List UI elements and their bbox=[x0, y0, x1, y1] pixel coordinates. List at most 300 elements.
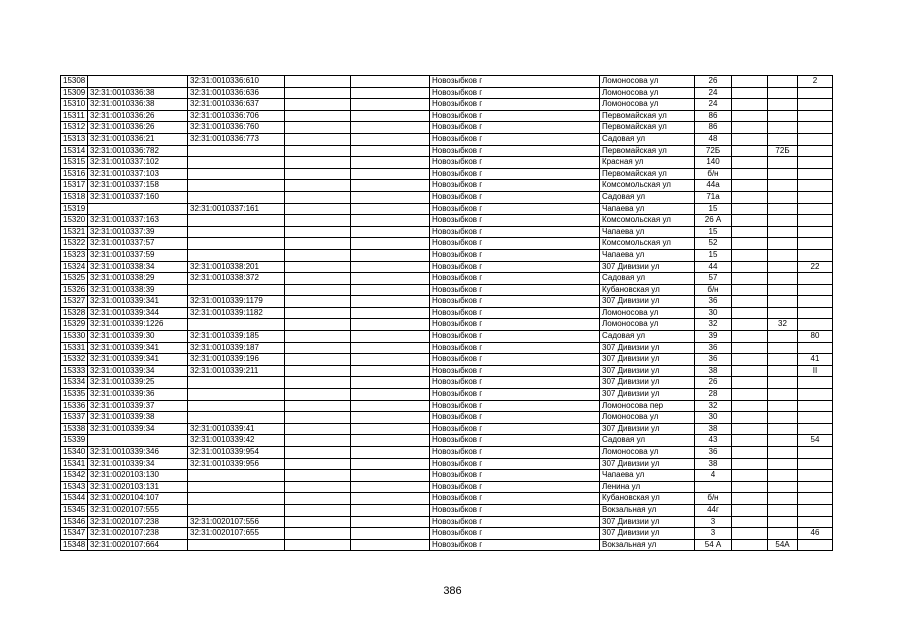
cell-cadastral-number: 32:31:0010339:25 bbox=[88, 377, 188, 389]
table-row bbox=[61, 133, 833, 145]
cell-building-cadastral-number: 32:31:0010336:706 bbox=[188, 110, 285, 122]
table-row bbox=[61, 157, 833, 169]
cell-house-number: 39 bbox=[695, 331, 732, 343]
cell-building bbox=[732, 76, 768, 88]
cell-blank-col-a bbox=[285, 215, 351, 227]
cell-blank-col-b bbox=[351, 273, 430, 285]
cell-building bbox=[732, 331, 768, 343]
cell-building-cadastral-number bbox=[188, 226, 285, 238]
cell-building bbox=[732, 203, 768, 215]
cell-apartment bbox=[798, 389, 833, 401]
cell-house-letter bbox=[768, 354, 798, 366]
cell-building-cadastral-number: 32:31:0010336:636 bbox=[188, 87, 285, 99]
cell-settlement: Новозыбков г bbox=[430, 122, 600, 134]
cell-settlement: Новозыбков г bbox=[430, 145, 600, 157]
cell-house-letter bbox=[768, 133, 798, 145]
cell-apartment bbox=[798, 319, 833, 331]
cell-settlement: Новозыбков г bbox=[430, 331, 600, 343]
cell-row-number: 15329 bbox=[61, 319, 88, 331]
cell-blank-col-b bbox=[351, 504, 430, 516]
cell-row-number: 15342 bbox=[61, 470, 88, 482]
cell-house-letter bbox=[768, 307, 798, 319]
cell-apartment: 22 bbox=[798, 261, 833, 273]
cell-settlement: Новозыбков г bbox=[430, 157, 600, 169]
cell-apartment bbox=[798, 284, 833, 296]
cell-house-number: 26 А bbox=[695, 215, 732, 227]
cell-blank-col-a bbox=[285, 458, 351, 470]
cell-house-number: 26 bbox=[695, 76, 732, 88]
cell-house-number: 32 bbox=[695, 319, 732, 331]
cell-cadastral-number: 32:31:0010336:26 bbox=[88, 122, 188, 134]
cell-settlement: Новозыбков г bbox=[430, 400, 600, 412]
cell-settlement: Новозыбков г bbox=[430, 110, 600, 122]
cell-row-number: 15338 bbox=[61, 423, 88, 435]
cell-house-letter bbox=[768, 447, 798, 459]
cell-blank-col-b bbox=[351, 365, 430, 377]
cell-blank-col-a bbox=[285, 168, 351, 180]
cell-building bbox=[732, 284, 768, 296]
cell-blank-col-b bbox=[351, 110, 430, 122]
cell-blank-col-b bbox=[351, 481, 430, 493]
cell-settlement: Новозыбков г bbox=[430, 516, 600, 528]
cell-building-cadastral-number: 32:31:0020107:655 bbox=[188, 528, 285, 540]
cell-house-number: 3 bbox=[695, 516, 732, 528]
cell-house-letter bbox=[768, 528, 798, 540]
cell-house-letter bbox=[768, 470, 798, 482]
cell-house-letter bbox=[768, 157, 798, 169]
cell-apartment bbox=[798, 122, 833, 134]
table-row bbox=[61, 504, 833, 516]
cell-house-number: 54 А bbox=[695, 539, 732, 551]
cell-house-number: 36 bbox=[695, 296, 732, 308]
cell-street: Чапаева ул bbox=[600, 203, 695, 215]
cell-cadastral-number: 32:31:0010337:163 bbox=[88, 215, 188, 227]
cell-apartment bbox=[798, 249, 833, 261]
cell-row-number: 15344 bbox=[61, 493, 88, 505]
cell-apartment bbox=[798, 215, 833, 227]
cell-house-letter bbox=[768, 273, 798, 285]
cell-blank-col-b bbox=[351, 447, 430, 459]
cell-building-cadastral-number: 32:31:0010336:760 bbox=[188, 122, 285, 134]
cell-blank-col-a bbox=[285, 133, 351, 145]
cell-settlement: Новозыбков г bbox=[430, 191, 600, 203]
cell-apartment bbox=[798, 481, 833, 493]
cell-cadastral-number: 32:31:0020107:664 bbox=[88, 539, 188, 551]
cell-house-number: 44 bbox=[695, 261, 732, 273]
cell-house-letter bbox=[768, 296, 798, 308]
cell-street: Ломоносова ул bbox=[600, 319, 695, 331]
cell-building bbox=[732, 377, 768, 389]
cell-cadastral-number: 32:31:0010337:57 bbox=[88, 238, 188, 250]
cell-apartment bbox=[798, 504, 833, 516]
cell-settlement: Новозыбков г bbox=[430, 389, 600, 401]
cell-apartment bbox=[798, 458, 833, 470]
cell-house-letter bbox=[768, 215, 798, 227]
cell-street: Чапаева ул bbox=[600, 226, 695, 238]
cell-row-number: 15333 bbox=[61, 365, 88, 377]
cell-apartment bbox=[798, 412, 833, 424]
cell-apartment bbox=[798, 226, 833, 238]
cell-blank-col-b bbox=[351, 400, 430, 412]
cell-house-number: 72Б bbox=[695, 145, 732, 157]
cell-row-number: 15316 bbox=[61, 168, 88, 180]
cell-building-cadastral-number: 32:31:0020107:556 bbox=[188, 516, 285, 528]
cell-blank-col-a bbox=[285, 203, 351, 215]
cell-row-number: 15332 bbox=[61, 354, 88, 366]
cell-street: Вокзальная ул bbox=[600, 539, 695, 551]
cell-blank-col-a bbox=[285, 528, 351, 540]
cell-blank-col-a bbox=[285, 87, 351, 99]
cell-building-cadastral-number: 32:31:0010339:1179 bbox=[188, 296, 285, 308]
cell-cadastral-number: 32:31:0010337:59 bbox=[88, 249, 188, 261]
cell-house-number: 57 bbox=[695, 273, 732, 285]
cell-blank-col-a bbox=[285, 481, 351, 493]
cell-cadastral-number: 32:31:0010338:34 bbox=[88, 261, 188, 273]
cell-house-letter bbox=[768, 76, 798, 88]
cell-house-number: 38 bbox=[695, 365, 732, 377]
cell-building-cadastral-number bbox=[188, 389, 285, 401]
cell-apartment bbox=[798, 203, 833, 215]
cell-apartment: 54 bbox=[798, 435, 833, 447]
cell-building bbox=[732, 307, 768, 319]
cell-row-number: 15334 bbox=[61, 377, 88, 389]
cell-row-number: 15335 bbox=[61, 389, 88, 401]
cell-blank-col-a bbox=[285, 377, 351, 389]
cell-building bbox=[732, 365, 768, 377]
cell-street: Первомайская ул bbox=[600, 168, 695, 180]
cell-settlement: Новозыбков г bbox=[430, 168, 600, 180]
cell-cadastral-number: 32:31:0010339:38 bbox=[88, 412, 188, 424]
table-row bbox=[61, 435, 833, 447]
table-row bbox=[61, 87, 833, 99]
table-row bbox=[61, 122, 833, 134]
cell-blank-col-b bbox=[351, 470, 430, 482]
table-row bbox=[61, 481, 833, 493]
cell-row-number: 15341 bbox=[61, 458, 88, 470]
cell-cadastral-number: 32:31:0020103:131 bbox=[88, 481, 188, 493]
cell-cadastral-number: 32:31:0010336:26 bbox=[88, 110, 188, 122]
cell-house-letter bbox=[768, 180, 798, 192]
cell-house-letter bbox=[768, 203, 798, 215]
cell-settlement: Новозыбков г bbox=[430, 180, 600, 192]
cell-apartment bbox=[798, 145, 833, 157]
table-row bbox=[61, 249, 833, 261]
cell-house-number: 15 bbox=[695, 226, 732, 238]
cell-building bbox=[732, 539, 768, 551]
cell-blank-col-a bbox=[285, 412, 351, 424]
cell-row-number: 15308 bbox=[61, 76, 88, 88]
table-row bbox=[61, 365, 833, 377]
cell-row-number: 15336 bbox=[61, 400, 88, 412]
cell-house-letter bbox=[768, 168, 798, 180]
cell-house-number: 30 bbox=[695, 412, 732, 424]
cell-apartment bbox=[798, 133, 833, 145]
table-row bbox=[61, 296, 833, 308]
cell-blank-col-a bbox=[285, 307, 351, 319]
cell-building bbox=[732, 470, 768, 482]
cell-cadastral-number: 32:31:0010337:102 bbox=[88, 157, 188, 169]
cell-street: Комсомольская ул bbox=[600, 215, 695, 227]
cell-street: Садовая ул bbox=[600, 133, 695, 145]
cell-blank-col-a bbox=[285, 273, 351, 285]
cell-street: 307 Дивизии ул bbox=[600, 389, 695, 401]
table-row bbox=[61, 493, 833, 505]
cell-house-number: б/н bbox=[695, 493, 732, 505]
cell-settlement: Новозыбков г bbox=[430, 447, 600, 459]
cell-cadastral-number: 32:31:0020107:238 bbox=[88, 516, 188, 528]
cell-cadastral-number bbox=[88, 203, 188, 215]
cell-blank-col-a bbox=[285, 400, 351, 412]
cell-house-number: 38 bbox=[695, 423, 732, 435]
cell-house-number bbox=[695, 481, 732, 493]
cell-building-cadastral-number bbox=[188, 504, 285, 516]
cell-house-letter bbox=[768, 458, 798, 470]
cell-building-cadastral-number: 32:31:0010339:187 bbox=[188, 342, 285, 354]
cell-blank-col-b bbox=[351, 516, 430, 528]
cell-apartment bbox=[798, 87, 833, 99]
cell-row-number: 15330 bbox=[61, 331, 88, 343]
table-row bbox=[61, 342, 833, 354]
cell-house-letter bbox=[768, 249, 798, 261]
cell-blank-col-a bbox=[285, 331, 351, 343]
cell-row-number: 15340 bbox=[61, 447, 88, 459]
cell-blank-col-a bbox=[285, 284, 351, 296]
cell-blank-col-a bbox=[285, 516, 351, 528]
cell-building bbox=[732, 215, 768, 227]
cell-blank-col-b bbox=[351, 238, 430, 250]
cell-blank-col-b bbox=[351, 76, 430, 88]
cell-cadastral-number: 32:31:0010337:158 bbox=[88, 180, 188, 192]
cell-house-letter: 54А bbox=[768, 539, 798, 551]
cell-apartment: II bbox=[798, 365, 833, 377]
cell-apartment bbox=[798, 307, 833, 319]
cell-building bbox=[732, 458, 768, 470]
cell-house-number: 28 bbox=[695, 389, 732, 401]
cell-cadastral-number: 32:31:0020104:107 bbox=[88, 493, 188, 505]
cell-house-letter bbox=[768, 226, 798, 238]
cell-cadastral-number: 32:31:0010339:1226 bbox=[88, 319, 188, 331]
cell-house-letter bbox=[768, 377, 798, 389]
cell-settlement: Новозыбков г bbox=[430, 342, 600, 354]
cell-blank-col-b bbox=[351, 412, 430, 424]
cell-apartment: 2 bbox=[798, 76, 833, 88]
cell-settlement: Новозыбков г bbox=[430, 539, 600, 551]
cell-blank-col-a bbox=[285, 249, 351, 261]
cell-blank-col-b bbox=[351, 191, 430, 203]
cell-building bbox=[732, 493, 768, 505]
cell-building bbox=[732, 389, 768, 401]
cell-house-number: 44а bbox=[695, 180, 732, 192]
cell-blank-col-a bbox=[285, 365, 351, 377]
cell-street: Первомайская ул bbox=[600, 110, 695, 122]
cell-street: Садовая ул bbox=[600, 191, 695, 203]
cell-house-number: 15 bbox=[695, 249, 732, 261]
cell-building bbox=[732, 528, 768, 540]
cell-house-letter bbox=[768, 122, 798, 134]
cell-row-number: 15327 bbox=[61, 296, 88, 308]
cell-settlement: Новозыбков г bbox=[430, 354, 600, 366]
cell-blank-col-a bbox=[285, 504, 351, 516]
cell-row-number: 15331 bbox=[61, 342, 88, 354]
cell-building-cadastral-number bbox=[188, 168, 285, 180]
cell-row-number: 15323 bbox=[61, 249, 88, 261]
cell-house-number: 32 bbox=[695, 400, 732, 412]
cell-row-number: 15315 bbox=[61, 157, 88, 169]
cell-building bbox=[732, 296, 768, 308]
cell-row-number: 15319 bbox=[61, 203, 88, 215]
cell-street: 307 Дивизии ул bbox=[600, 423, 695, 435]
table-row bbox=[61, 168, 833, 180]
cell-house-number: 44г bbox=[695, 504, 732, 516]
cell-house-number: 24 bbox=[695, 87, 732, 99]
cell-house-number: 86 bbox=[695, 122, 732, 134]
cell-street: Ломоносова ул bbox=[600, 76, 695, 88]
cell-street: 307 Дивизии ул bbox=[600, 296, 695, 308]
cell-apartment bbox=[798, 493, 833, 505]
cell-cadastral-number: 32:31:0010336:782 bbox=[88, 145, 188, 157]
cell-building bbox=[732, 342, 768, 354]
cell-row-number: 15317 bbox=[61, 180, 88, 192]
cell-settlement: Новозыбков г bbox=[430, 470, 600, 482]
cell-blank-col-a bbox=[285, 238, 351, 250]
table-row bbox=[61, 447, 833, 459]
cell-house-letter bbox=[768, 331, 798, 343]
cell-blank-col-a bbox=[285, 296, 351, 308]
cell-building-cadastral-number bbox=[188, 180, 285, 192]
cell-cadastral-number: 32:31:0010337:103 bbox=[88, 168, 188, 180]
cell-settlement: Новозыбков г bbox=[430, 296, 600, 308]
cell-settlement: Новозыбков г bbox=[430, 99, 600, 111]
cell-blank-col-a bbox=[285, 261, 351, 273]
cell-blank-col-b bbox=[351, 493, 430, 505]
cell-house-number: 38 bbox=[695, 458, 732, 470]
cell-building-cadastral-number bbox=[188, 400, 285, 412]
cell-apartment bbox=[798, 342, 833, 354]
cell-settlement: Новозыбков г bbox=[430, 273, 600, 285]
cell-cadastral-number: 32:31:0010339:34 bbox=[88, 423, 188, 435]
cell-apartment bbox=[798, 110, 833, 122]
cell-apartment: 41 bbox=[798, 354, 833, 366]
cell-building-cadastral-number bbox=[188, 157, 285, 169]
cell-row-number: 15324 bbox=[61, 261, 88, 273]
cell-building bbox=[732, 435, 768, 447]
table-body bbox=[61, 76, 833, 551]
cell-blank-col-b bbox=[351, 203, 430, 215]
cell-cadastral-number: 32:31:0010339:346 bbox=[88, 447, 188, 459]
cell-building-cadastral-number bbox=[188, 145, 285, 157]
cell-blank-col-a bbox=[285, 99, 351, 111]
cell-row-number: 15328 bbox=[61, 307, 88, 319]
cell-blank-col-b bbox=[351, 458, 430, 470]
cell-blank-col-b bbox=[351, 528, 430, 540]
cell-street: Садовая ул bbox=[600, 331, 695, 343]
cell-house-letter bbox=[768, 365, 798, 377]
cell-apartment bbox=[798, 539, 833, 551]
cell-blank-col-a bbox=[285, 145, 351, 157]
cell-street: 307 Дивизии ул bbox=[600, 261, 695, 273]
cell-apartment bbox=[798, 238, 833, 250]
cell-house-number: 26 bbox=[695, 377, 732, 389]
cell-blank-col-b bbox=[351, 168, 430, 180]
cell-house-number: 140 bbox=[695, 157, 732, 169]
cell-cadastral-number: 32:31:0010339:341 bbox=[88, 354, 188, 366]
cell-street: 307 Дивизии ул bbox=[600, 377, 695, 389]
cell-settlement: Новозыбков г bbox=[430, 87, 600, 99]
cell-row-number: 15311 bbox=[61, 110, 88, 122]
cell-row-number: 15322 bbox=[61, 238, 88, 250]
cell-house-letter bbox=[768, 493, 798, 505]
table-row bbox=[61, 273, 833, 285]
cell-apartment bbox=[798, 191, 833, 203]
cell-house-number: б/н bbox=[695, 284, 732, 296]
cell-row-number: 15320 bbox=[61, 215, 88, 227]
cell-building-cadastral-number: 32:31:0010339:42 bbox=[188, 435, 285, 447]
cell-street: Красная ул bbox=[600, 157, 695, 169]
cell-settlement: Новозыбков г bbox=[430, 133, 600, 145]
cell-settlement: Новозыбков г bbox=[430, 481, 600, 493]
cell-building bbox=[732, 157, 768, 169]
cell-settlement: Новозыбков г bbox=[430, 493, 600, 505]
cell-row-number: 15313 bbox=[61, 133, 88, 145]
cell-cadastral-number: 32:31:0010339:30 bbox=[88, 331, 188, 343]
table-row bbox=[61, 423, 833, 435]
cell-building bbox=[732, 145, 768, 157]
cell-house-number: 36 bbox=[695, 342, 732, 354]
table-row bbox=[61, 238, 833, 250]
table-row bbox=[61, 226, 833, 238]
cell-cadastral-number: 32:31:0010337:39 bbox=[88, 226, 188, 238]
cell-settlement: Новозыбков г bbox=[430, 458, 600, 470]
cell-settlement: Новозыбков г bbox=[430, 215, 600, 227]
cell-building bbox=[732, 273, 768, 285]
cell-house-letter bbox=[768, 110, 798, 122]
cell-blank-col-a bbox=[285, 122, 351, 134]
cell-cadastral-number: 32:31:0020107:555 bbox=[88, 504, 188, 516]
cell-house-letter bbox=[768, 389, 798, 401]
cell-blank-col-a bbox=[285, 157, 351, 169]
cell-blank-col-a bbox=[285, 191, 351, 203]
cell-building-cadastral-number bbox=[188, 493, 285, 505]
cell-building-cadastral-number: 32:31:0010339:954 bbox=[188, 447, 285, 459]
table-row bbox=[61, 99, 833, 111]
table-row bbox=[61, 110, 833, 122]
cell-house-number: 48 bbox=[695, 133, 732, 145]
cell-cadastral-number bbox=[88, 76, 188, 88]
cell-row-number: 15337 bbox=[61, 412, 88, 424]
cell-cadastral-number: 32:31:0010339:341 bbox=[88, 342, 188, 354]
cell-settlement: Новозыбков г bbox=[430, 76, 600, 88]
cell-house-number: 15 bbox=[695, 203, 732, 215]
cell-house-number: 3 bbox=[695, 528, 732, 540]
cell-blank-col-b bbox=[351, 284, 430, 296]
cell-building bbox=[732, 180, 768, 192]
cell-street: Кубановская ул bbox=[600, 284, 695, 296]
cell-settlement: Новозыбков г bbox=[430, 284, 600, 296]
cell-apartment bbox=[798, 516, 833, 528]
table-row bbox=[61, 203, 833, 215]
cell-blank-col-b bbox=[351, 389, 430, 401]
cell-house-number: 30 bbox=[695, 307, 732, 319]
cell-settlement: Новозыбков г bbox=[430, 261, 600, 273]
cell-street: Вокзальная ул bbox=[600, 504, 695, 516]
cell-house-letter bbox=[768, 284, 798, 296]
cell-cadastral-number: 32:31:0010339:34 bbox=[88, 458, 188, 470]
cell-building-cadastral-number bbox=[188, 412, 285, 424]
cell-building-cadastral-number bbox=[188, 191, 285, 203]
cell-street: Комсомольская ул bbox=[600, 180, 695, 192]
cell-settlement: Новозыбков г bbox=[430, 249, 600, 261]
cell-cadastral-number: 32:31:0010337:160 bbox=[88, 191, 188, 203]
